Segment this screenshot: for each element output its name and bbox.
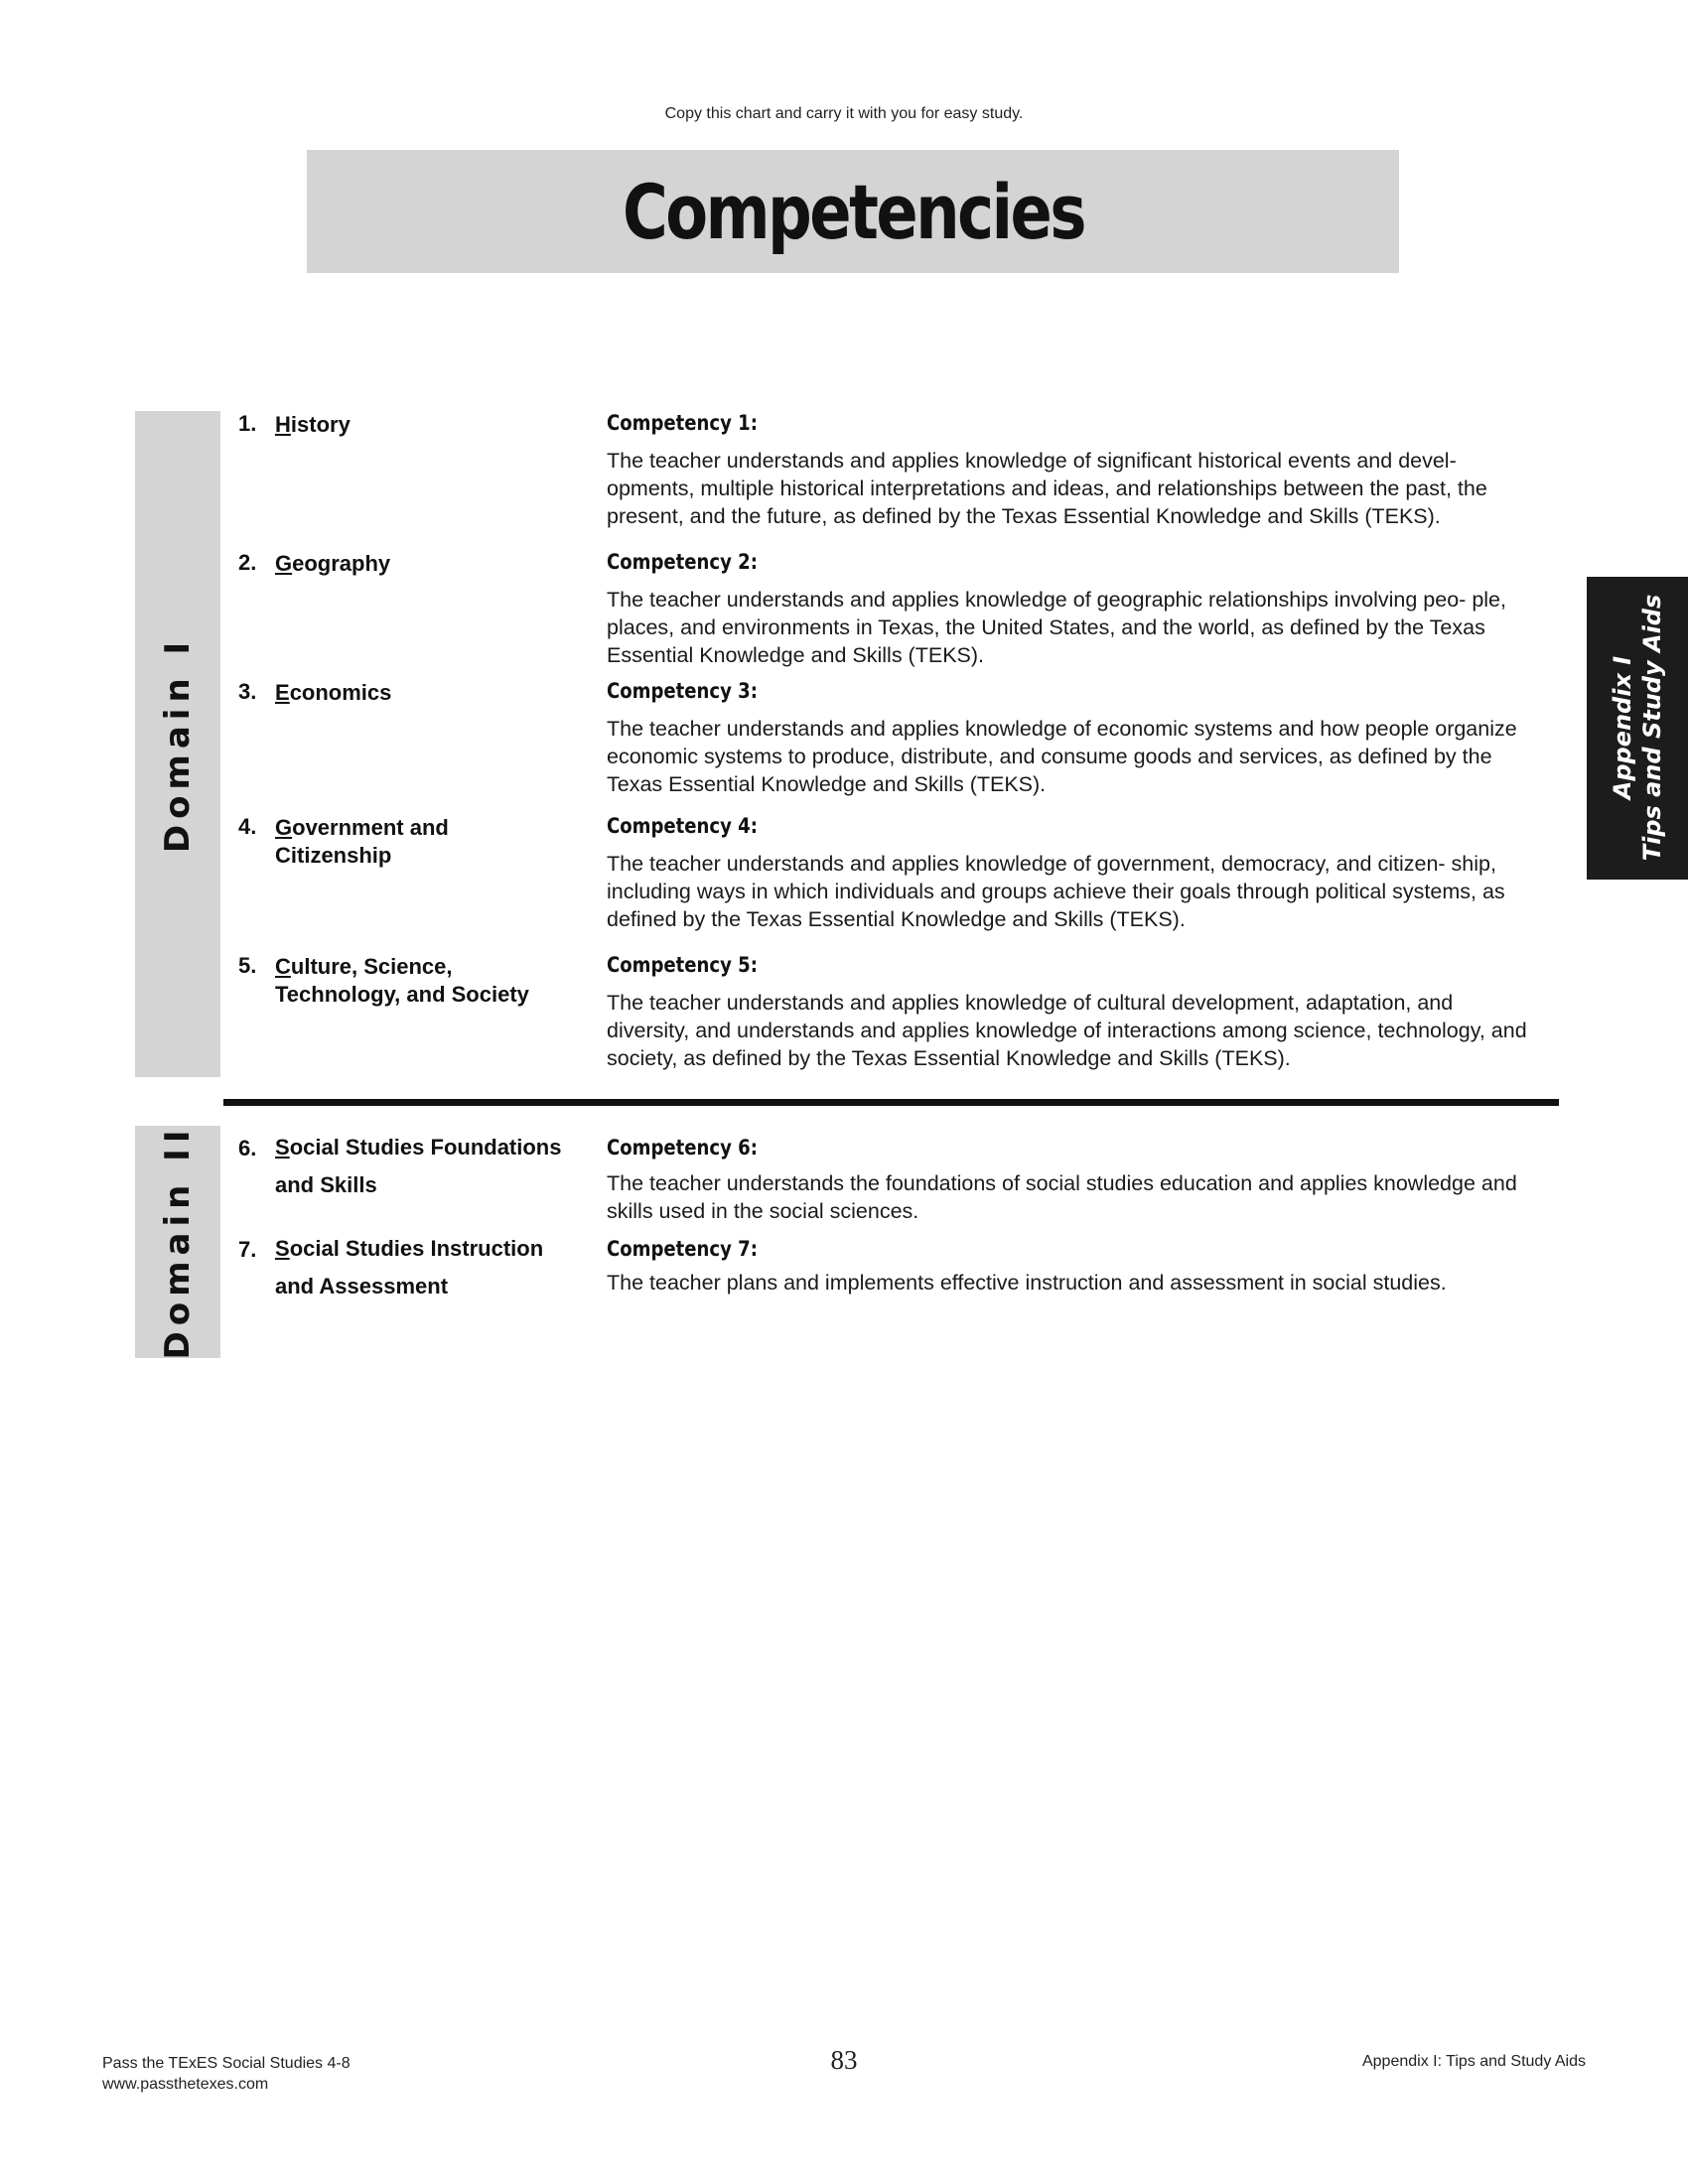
competency-title: Competency 2:: [607, 550, 758, 574]
competency-description: The teacher understands and applies knowledge of government, democracy, and citizen- ship, including ways in which individuals and groups achieve their goals through political systems, as defined by the Texas Essential Knowledge and Skills (TEKS).: [607, 852, 1505, 931]
competency-number: 5.: [238, 953, 257, 978]
domain-1-label: Domain I: [158, 635, 198, 853]
appendix-side-tab: [1587, 577, 1688, 880]
page-title: Competencies: [622, 167, 1084, 256]
domain-2-bar: [135, 1126, 220, 1358]
competency-name: Social Studies Instruction and Assessment: [275, 1236, 544, 1298]
competency-number: 4.: [238, 814, 257, 839]
domain-2-label: Domain II: [158, 1124, 198, 1360]
side-tab-line-2: Tips and Study Aids: [1638, 594, 1666, 862]
competency-number: 1.: [238, 411, 257, 436]
copy-note: Copy this chart and carry it with you for easy study.: [664, 105, 1024, 122]
competency-description: The teacher understands and applies knowledge of geographic relationships involving peo- ple, places, and environments in Texas, the United States, and the world, as defined by the Texas Essential Knowledge and Skills (TEKS).: [607, 588, 1506, 667]
competency-number: 3.: [238, 679, 257, 704]
competency-number: 7.: [238, 1237, 257, 1262]
competency-name: Geography: [275, 551, 391, 576]
side-tab-line-1: Appendix I: [1609, 655, 1636, 800]
competency-description: The teacher understands and applies knowledge of economic systems and how people organize economic systems to produce, distribute, and consume goods and services, as defined by the Texas Essential Knowledge and Skills (TEKS).: [607, 717, 1517, 796]
competency-title: Competency 1:: [607, 411, 758, 435]
domain-divider: [223, 1099, 1559, 1106]
competency-name: Government and Citizenship: [275, 815, 449, 868]
competency-description: The teacher understands the foundations of social studies education and applies knowledge and skills used in the social sciences.: [607, 1171, 1517, 1223]
competency-number: 6.: [238, 1136, 257, 1160]
book-title: Pass the TExES Social Studies 4-8: [102, 2055, 351, 2072]
domain-1-bar: [135, 411, 220, 1077]
competency-name: Social Studies Foundations and Skills: [275, 1135, 562, 1197]
title-banner: [307, 150, 1399, 273]
competency-name: Culture, Science, Technology, and Society: [275, 954, 529, 1007]
page-number: 83: [830, 2045, 858, 2075]
competency-title: Competency 6:: [607, 1136, 758, 1160]
competency-name: Economics: [275, 680, 392, 705]
competency-title: Competency 5:: [607, 953, 758, 977]
competency-description: The teacher plans and implements effective instruction and assessment in social studies.: [607, 1271, 1447, 1295]
competency-title: Competency 4:: [607, 814, 758, 838]
competency-name: History: [275, 412, 351, 437]
competency-title: Competency 7:: [607, 1237, 758, 1261]
footer-section: Appendix I: Tips and Study Aids: [1361, 2053, 1586, 2070]
competency-number: 2.: [238, 550, 257, 575]
competency-title: Competency 3:: [607, 679, 758, 703]
website-link[interactable]: www.passthetexes.com: [102, 2076, 269, 2093]
competency-description: The teacher understands and applies knowledge of significant historical events and devel- opments, multiple historical interpretations and ideas, and relationships between the past, the present, and the future, as defined by the Texas Essential Knowledge and Skills (TEKS).: [607, 449, 1487, 528]
competency-description: The teacher understands and applies knowledge of cultural development, adaptation, and diversity, and understands and applies knowledge of interactions among science, technology, and society, as defined by the Texas Essential Knowledge and Skills (TEKS).: [607, 991, 1527, 1070]
